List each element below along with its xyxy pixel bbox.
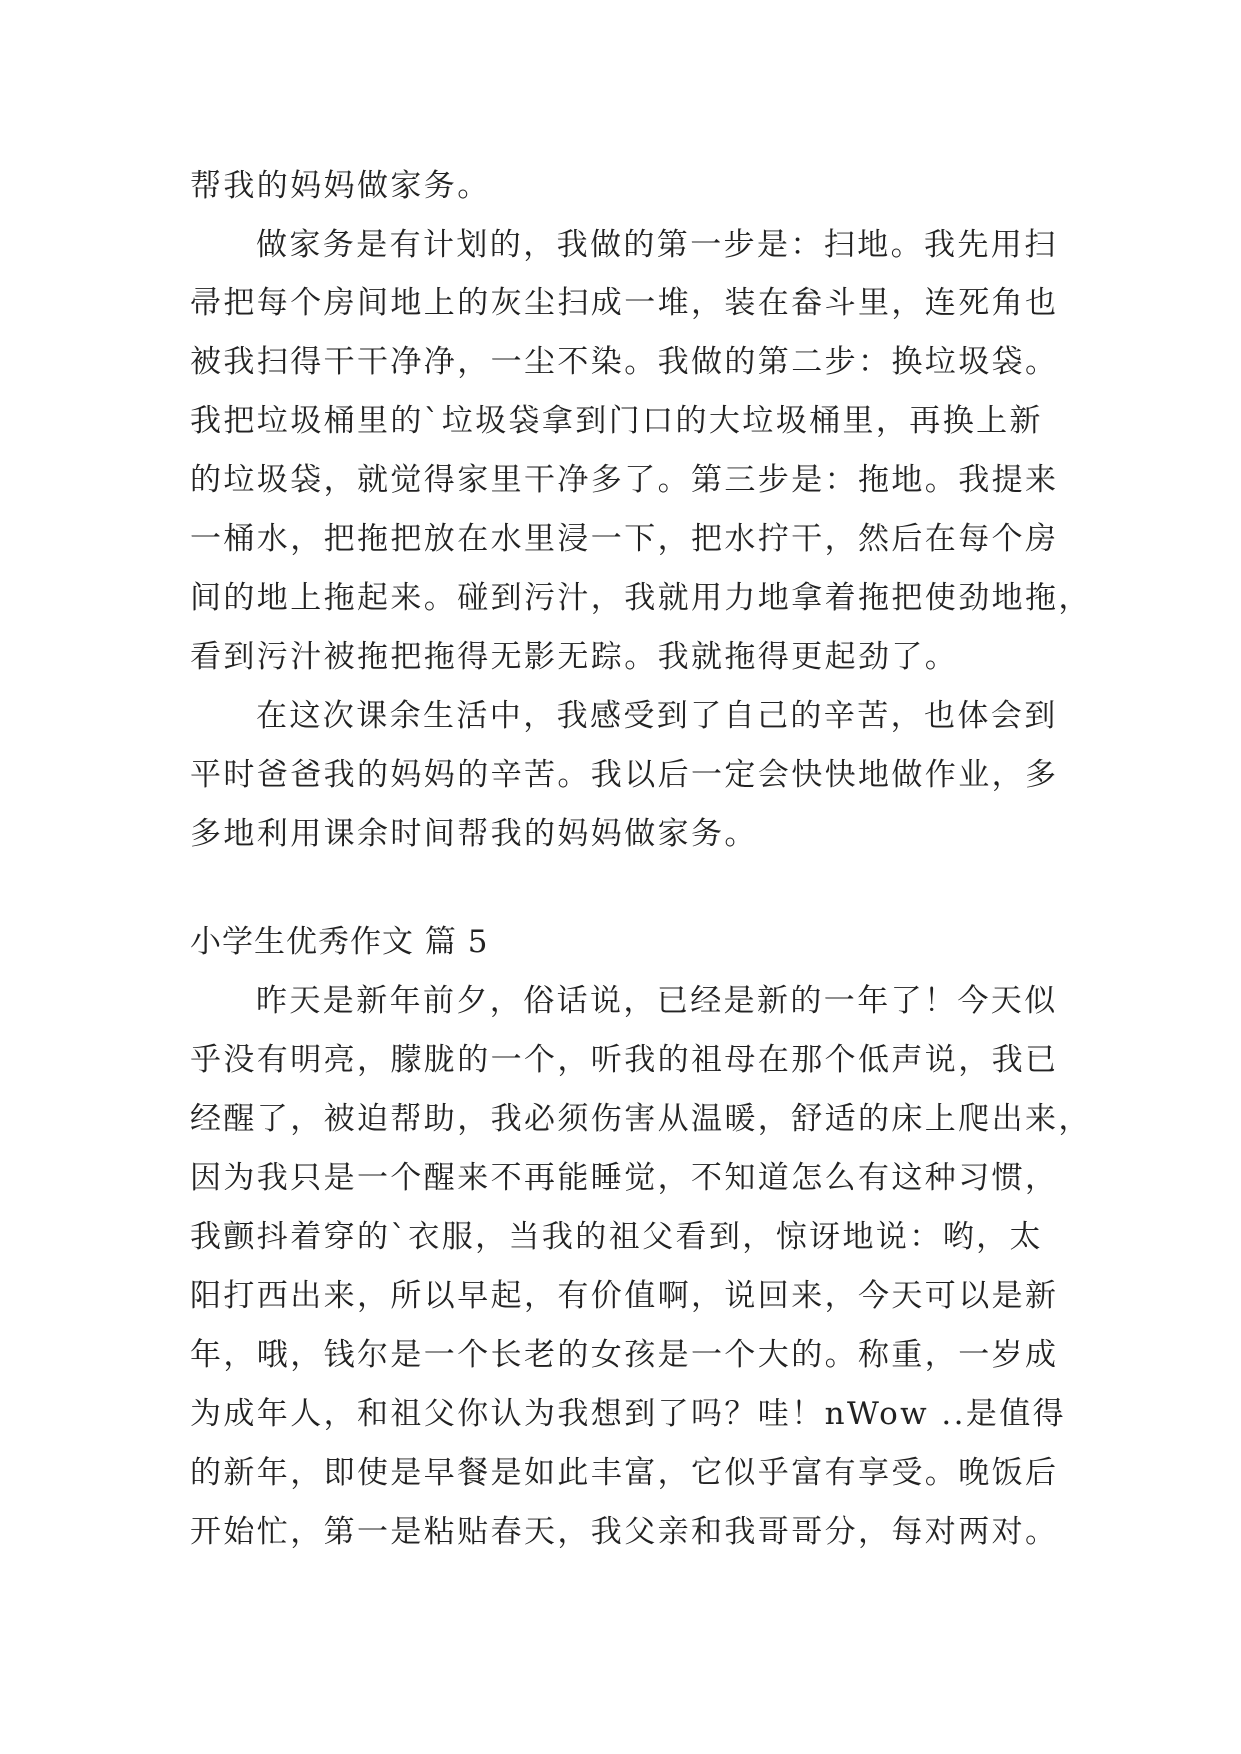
paragraph-line: 平时爸爸我的妈妈的辛苦。我以后一定会快快地做作业，多 (190, 757, 1059, 793)
paragraph-line: 看到污汁被拖把拖得无影无踪。我就拖得更起劲了。 (190, 639, 959, 675)
paragraph-line: 经醒了，被迫帮助，我必须伤害从温暖，舒适的床上爬出来， (190, 1101, 1092, 1137)
paragraph-line: 我把垃圾桶里的`垃圾袋拿到门口的大垃圾桶里，再换上新 (190, 403, 1043, 439)
paragraph-line: 被我扫得干干净净，一尘不染。我做的第二步：换垃圾袋。 (190, 344, 1059, 380)
paragraph-line: 一桶水，把拖把放在水里浸一下，把水拧干，然后在每个房 (190, 521, 1059, 557)
paragraph-line: 的垃圾袋，就觉得家里干净多了。第三步是：拖地。我提来 (190, 462, 1059, 498)
paragraph-line: 昨天是新年前夕，俗话说，已经是新的一年了！今天似 (256, 983, 1058, 1019)
paragraph-line: 间的地上拖起来。碰到污汁，我就用力地拿着拖把使劲地拖， (190, 580, 1092, 616)
paragraph-line: 乎没有明亮，朦胧的一个，听我的祖母在那个低声说，我已 (190, 1042, 1059, 1078)
paragraph-line: 我颤抖着穿的`衣服，当我的祖父看到，惊讶地说：哟，太 (190, 1219, 1043, 1255)
paragraph-line: 的新年，即使是早餐是如此丰富，它似乎富有享受。晚饭后 (190, 1455, 1059, 1491)
paragraph-line: 开始忙，第一是粘贴春天，我父亲和我哥哥分，每对两对。 (190, 1514, 1059, 1550)
paragraph-line: 多地利用课余时间帮我的妈妈做家务。 (190, 816, 758, 852)
paragraph-line: 做家务是有计划的，我做的第一步是：扫地。我先用扫 (256, 227, 1058, 263)
text-line: 帮我的妈妈做家务。 (190, 168, 491, 204)
paragraph-line: 阳打西出来，所以早起，有价值啊，说回来，今天可以是新 (190, 1278, 1059, 1314)
paragraph-line: 因为我只是一个醒来不再能睡觉，不知道怎么有这种习惯， (190, 1160, 1059, 1196)
paragraph-line: 帚把每个房间地上的灰尘扫成一堆，装在畚斗里，连死角也 (190, 285, 1059, 321)
paragraph-line: 在这次课余生活中，我感受到了自己的辛苦，也体会到 (256, 698, 1058, 734)
paragraph-line: 为成年人，和祖父你认为我想到了吗？哇！nWow ..是值得 (190, 1396, 1067, 1432)
paragraph-line: 年，哦，钱尔是一个长老的女孩是一个大的。称重，一岁成 (190, 1337, 1059, 1373)
section-heading: 小学生优秀作文 篇 5 (190, 924, 489, 960)
